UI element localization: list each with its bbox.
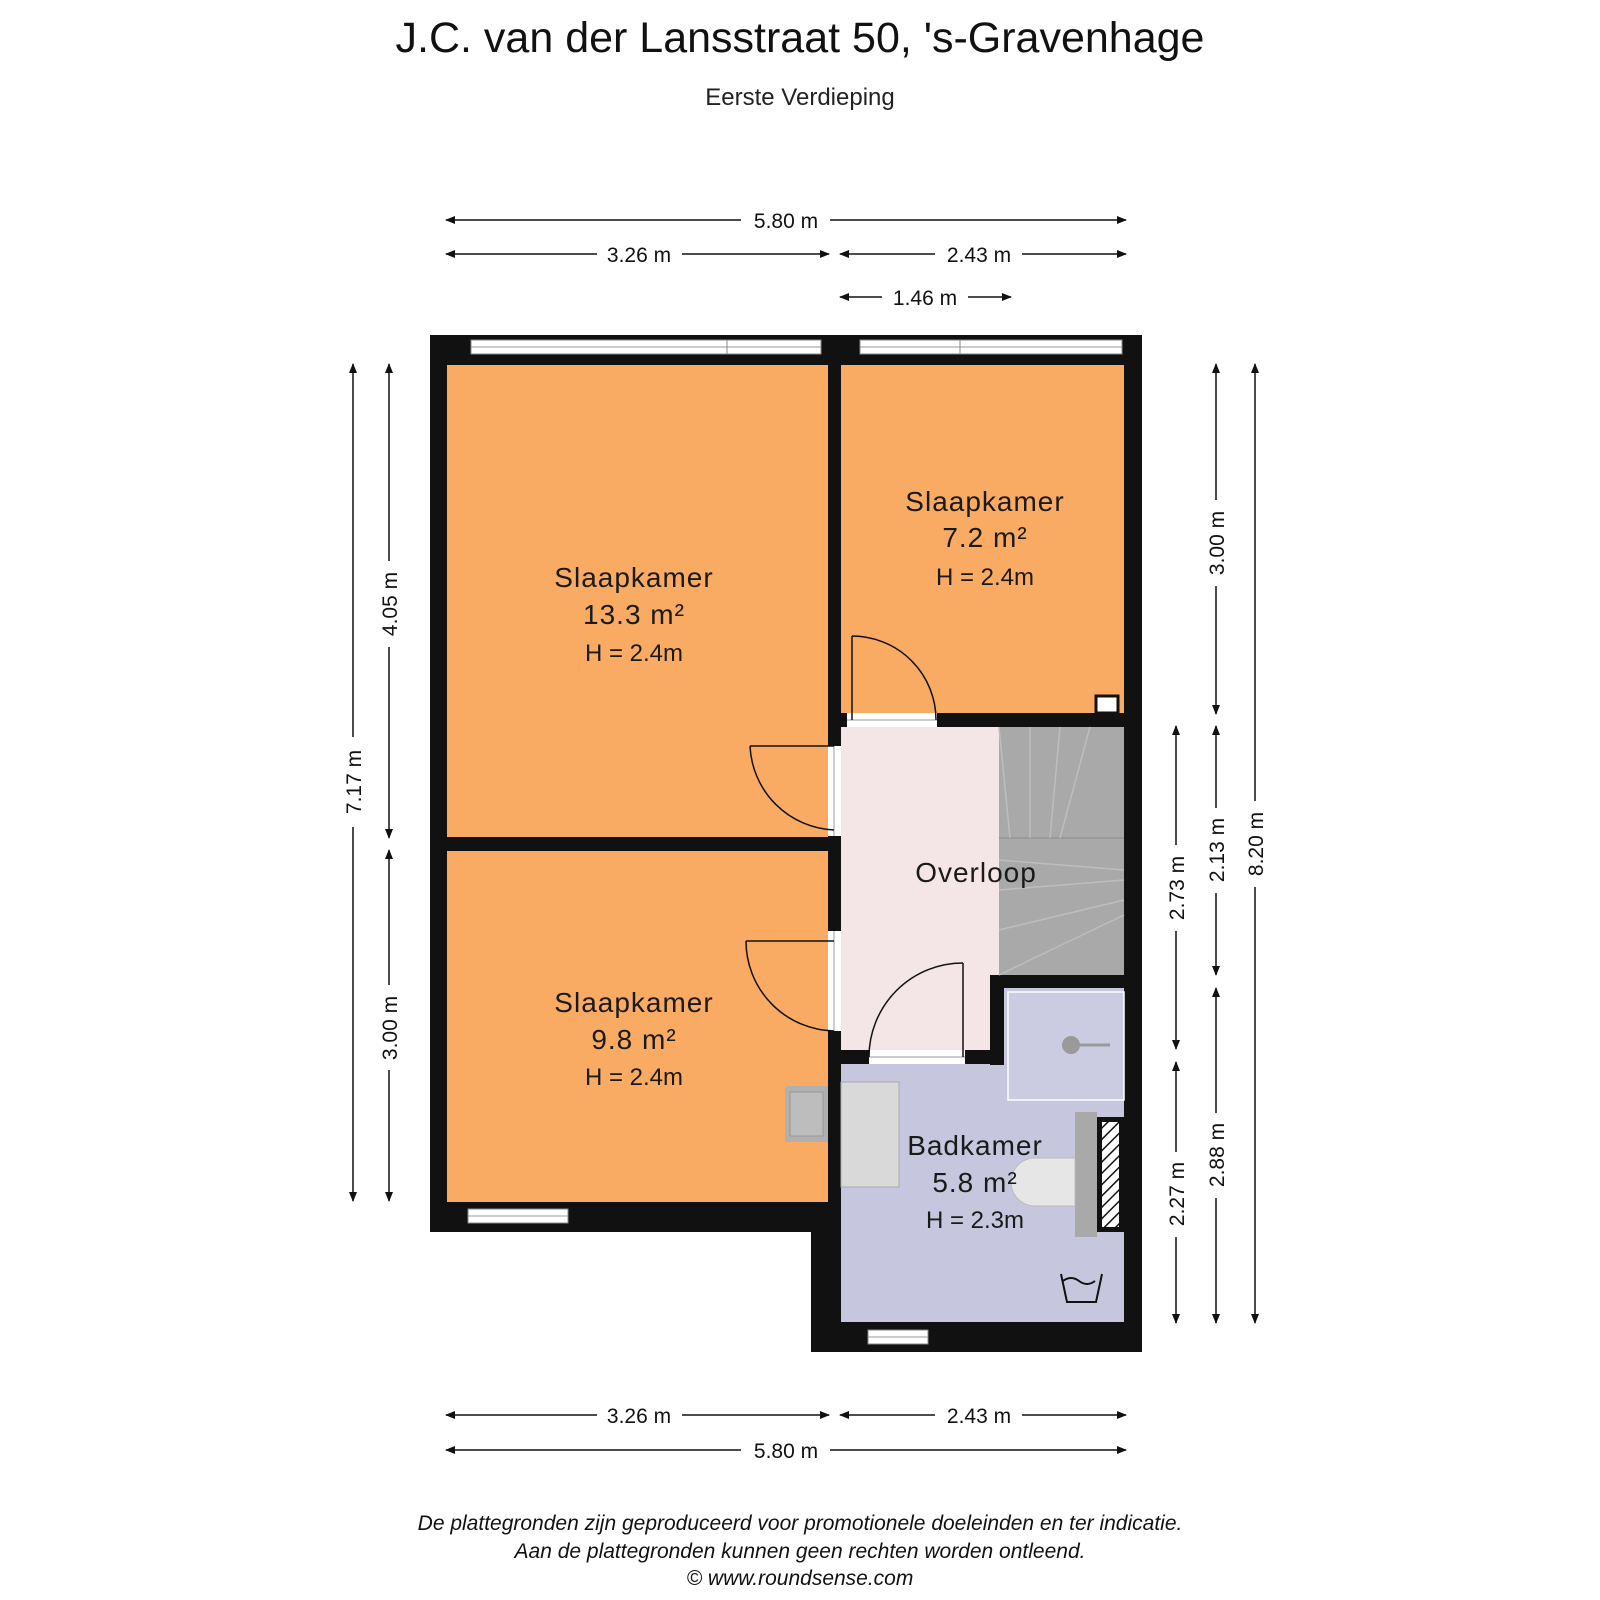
page-title: J.C. van der Lansstraat 50, 's-Gravenhage: [395, 14, 1205, 62]
room-bathroom-height: H = 2.3m: [925, 1207, 1025, 1234]
dim-bottom-total: 5.80 m: [753, 1440, 819, 1463]
room-bedroom-small-area: 7.2 m²: [942, 522, 1028, 553]
dim-top-window: 1.46 m: [892, 287, 958, 310]
copyright-link[interactable]: © www.roundsense.com: [686, 1567, 914, 1590]
toilet-tank: [1075, 1112, 1097, 1237]
room-bedroom-medium-area: 9.8 m²: [591, 1024, 677, 1055]
landing-bath-wall-2: [990, 975, 1124, 988]
room-bedroom-medium-name: Slaapkamer: [554, 987, 714, 1018]
staircase: [999, 727, 1124, 975]
dim-left-lower: 3.00 m: [379, 995, 402, 1061]
room-bedroom-small-name: Slaapkamer: [905, 486, 1065, 517]
dim-top-right: 2.43 m: [946, 244, 1012, 267]
dim-right-total: 8.20 m: [1245, 811, 1268, 877]
dim-top-left: 3.26 m: [606, 244, 672, 267]
room-bedroom-large-area: 13.3 m²: [583, 599, 685, 630]
dim-bottom-left: 3.26 m: [606, 1405, 672, 1428]
room-bedroom-large-name: Slaapkamer: [554, 562, 714, 593]
sink-bathroom: [841, 1082, 899, 1187]
dim-right-inner-upper: 2.73 m: [1166, 855, 1189, 921]
shaft: [1096, 696, 1118, 713]
disclaimer-line-1: De plattegronden zijn geproduceerd voor promotionele doeleinden en ter indicatie.: [417, 1512, 1183, 1535]
dim-right-lower: 2.88 m: [1206, 1122, 1229, 1188]
dim-left-total: 7.17 m: [343, 749, 366, 815]
room-bathroom-name: Badkamer: [907, 1130, 1043, 1161]
toilet-bowl: [1011, 1158, 1075, 1206]
dim-bottom-right: 2.43 m: [946, 1405, 1012, 1428]
dim-right-middle: 2.13 m: [1206, 817, 1229, 883]
room-bathroom-area: 5.8 m²: [932, 1167, 1018, 1198]
disclaimer-line-2: Aan de plattegronden kunnen geen rechten worden ontleend.: [514, 1540, 1086, 1563]
floor-subtitle: Eerste Verdieping: [705, 84, 895, 111]
dim-right-upper: 3.00 m: [1206, 510, 1229, 576]
dim-top-total: 5.80 m: [753, 210, 819, 233]
room-landing-name: Overloop: [915, 857, 1037, 888]
dim-left-upper: 4.05 m: [379, 571, 402, 637]
dim-right-inner-lower: 2.27 m: [1166, 1161, 1189, 1227]
room-bedroom-small-height: H = 2.4m: [935, 564, 1035, 591]
stairs-area: [999, 727, 1124, 975]
room-bedroom-medium-height: H = 2.4m: [584, 1064, 684, 1091]
room-bedroom-large-height: H = 2.4m: [584, 640, 684, 667]
landing-bath-wall: [990, 975, 1004, 1065]
